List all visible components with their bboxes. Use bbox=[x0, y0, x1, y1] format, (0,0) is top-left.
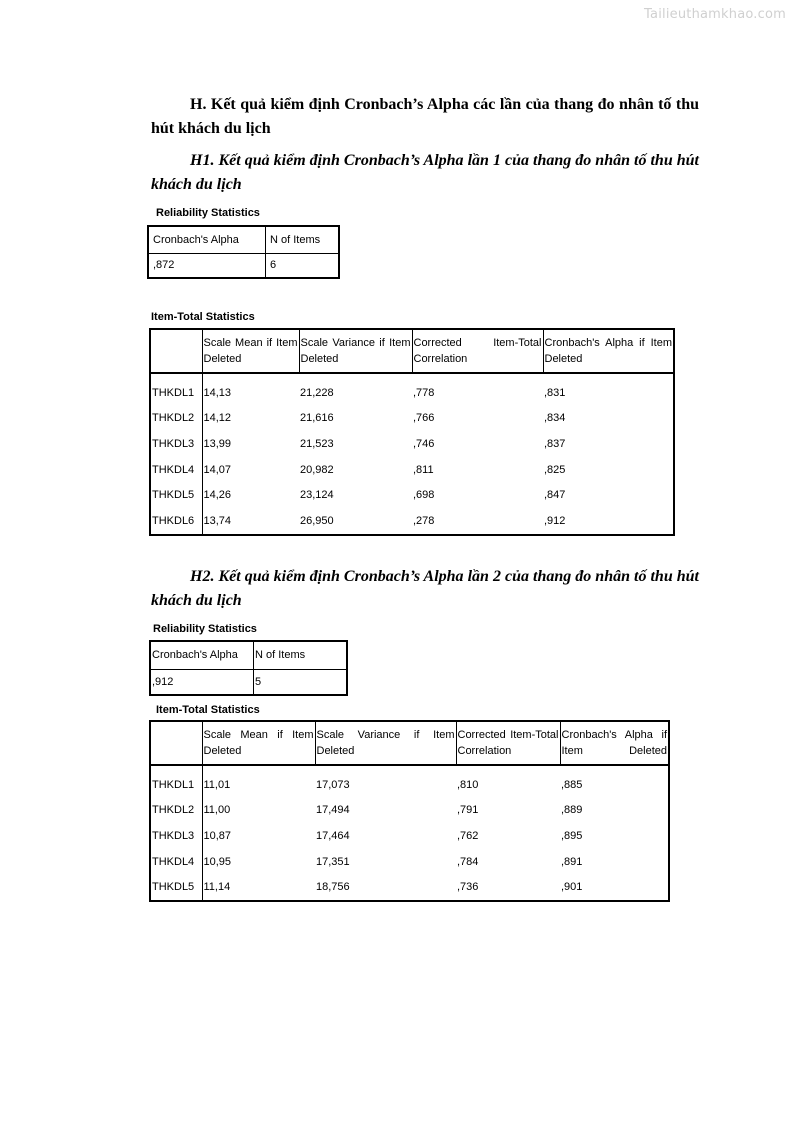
run1-cell-alpha-deleted: ,837 bbox=[544, 437, 566, 450]
run2-header-scale-variance: Scale Variance if Item Deleted bbox=[315, 721, 456, 765]
run2-cell-scale-mean: 11,00 bbox=[203, 804, 231, 817]
run2-cell-corrected-correlation: ,810 bbox=[457, 778, 479, 791]
run1-cell-item: THKDL4 bbox=[150, 457, 202, 483]
run1-cell-scale-mean: 14,13 bbox=[203, 386, 232, 399]
run2-cell-item: THKDL2 bbox=[150, 798, 202, 824]
run1-cell-scale-variance: 21,616 bbox=[300, 412, 334, 425]
run1-reliability-caption: Reliability Statistics bbox=[156, 207, 260, 219]
table-row bbox=[150, 482, 674, 508]
run2-rel-value-n: 5 bbox=[254, 669, 348, 695]
run2-cell-item: THKDL1 bbox=[150, 765, 202, 798]
run2-cell-item: THKDL3 bbox=[150, 823, 202, 849]
run1-cell-item: THKDL3 bbox=[150, 431, 202, 457]
run1-cell-alpha-deleted: ,912 bbox=[544, 514, 566, 527]
table-row bbox=[150, 874, 669, 901]
run1-cell-scale-variance: 23,124 bbox=[300, 489, 334, 502]
run1-header-corrected-correlation: Corrected Item-Total Correlation bbox=[412, 329, 543, 373]
run1-cell-scale-variance: 21,523 bbox=[300, 437, 334, 450]
watermark: Tailieuthamkhao.com bbox=[644, 7, 786, 22]
run1-cell-item: THKDL1 bbox=[150, 373, 202, 406]
run2-cell-alpha-deleted: ,885 bbox=[561, 778, 583, 791]
run2-cell-scale-mean: 10,95 bbox=[203, 855, 232, 868]
run1-cell-corrected-correlation: ,278 bbox=[413, 514, 435, 527]
run1-cell-scale-mean: 14,12 bbox=[203, 412, 232, 425]
run1-reliability-table bbox=[147, 225, 340, 279]
table-row bbox=[150, 431, 674, 457]
table-row bbox=[150, 823, 669, 849]
run1-cell-scale-variance: 26,950 bbox=[300, 514, 334, 527]
run1-cell-corrected-correlation: ,698 bbox=[413, 489, 435, 502]
run2-header-scale-mean: Scale Mean if Item Deleted bbox=[202, 721, 315, 765]
run2-cell-scale-variance: 17,073 bbox=[316, 778, 350, 791]
table-row bbox=[150, 406, 674, 432]
run2-cell-corrected-correlation: ,762 bbox=[457, 829, 479, 842]
run1-cell-corrected-correlation: ,766 bbox=[413, 412, 435, 425]
run2-cell-scale-variance: 17,464 bbox=[316, 829, 350, 842]
table-row bbox=[150, 508, 674, 535]
run2-cell-scale-mean: 11,01 bbox=[203, 778, 231, 791]
run1-cell-alpha-deleted: ,847 bbox=[544, 489, 566, 502]
run1-cell-corrected-correlation: ,811 bbox=[413, 463, 434, 476]
run2-cell-alpha-deleted: ,891 bbox=[561, 855, 583, 868]
run1-rel-value-alpha: ,872 bbox=[148, 253, 266, 278]
run1-cell-item: THKDL2 bbox=[150, 406, 202, 432]
run1-cell-scale-mean: 13,74 bbox=[203, 514, 232, 527]
run1-cell-alpha-deleted: ,825 bbox=[544, 463, 566, 476]
run1-header-scale-mean: Scale Mean if Item Deleted bbox=[202, 329, 299, 373]
table-row bbox=[150, 798, 669, 824]
run2-header-alpha-deleted: Cronbach's Alpha if Item Deleted bbox=[560, 721, 669, 765]
table-row bbox=[150, 457, 674, 483]
run2-reliability-caption: Reliability Statistics bbox=[153, 623, 257, 635]
table-row bbox=[150, 373, 674, 406]
run2-cell-corrected-correlation: ,784 bbox=[457, 855, 479, 868]
run2-cell-scale-mean: 11,14 bbox=[203, 881, 231, 894]
heading-h1: H1. Kết quả kiểm định Cronbach’s Alpha lần 1 của thang đo nhân tố thu hút khách du lịch bbox=[151, 152, 699, 193]
run2-itemtotal-caption: Item-Total Statistics bbox=[156, 704, 260, 716]
run2-cell-item: THKDL4 bbox=[150, 849, 202, 875]
run2-cell-scale-variance: 17,351 bbox=[316, 855, 350, 868]
run1-cell-scale-mean: 14,26 bbox=[203, 489, 232, 502]
run1-rel-header-n: N of Items bbox=[266, 226, 340, 253]
table-row bbox=[150, 849, 669, 875]
run1-cell-scale-mean: 14,07 bbox=[203, 463, 232, 476]
run1-rel-value-n: 6 bbox=[266, 253, 340, 278]
run2-cell-item: THKDL5 bbox=[150, 874, 202, 901]
heading-h2: H2. Kết quả kiểm định Cronbach’s Alpha lần 2 của thang đo nhân tố thu hút khách du lịch bbox=[151, 568, 699, 609]
run2-cell-scale-variance: 17,494 bbox=[316, 804, 350, 817]
run1-cell-alpha-deleted: ,834 bbox=[544, 412, 566, 425]
run2-cell-scale-variance: 18,756 bbox=[316, 881, 350, 894]
run1-cell-scale-variance: 20,982 bbox=[300, 463, 334, 476]
run2-cell-alpha-deleted: ,889 bbox=[561, 804, 583, 817]
run2-header-blank bbox=[150, 721, 202, 765]
run2-rel-value-alpha: ,912 bbox=[150, 669, 254, 695]
run2-cell-corrected-correlation: ,791 bbox=[457, 804, 479, 817]
run2-itemtotal-table bbox=[149, 720, 670, 902]
run2-reliability-table bbox=[149, 640, 348, 696]
run2-rel-header-alpha: Cronbach's Alpha bbox=[150, 641, 254, 669]
run1-rel-header-alpha: Cronbach's Alpha bbox=[148, 226, 266, 253]
run1-cell-alpha-deleted: ,831 bbox=[544, 386, 566, 399]
run1-header-scale-variance: Scale Variance if Item Deleted bbox=[299, 329, 412, 373]
run1-cell-scale-variance: 21,228 bbox=[300, 386, 334, 399]
run2-cell-corrected-correlation: ,736 bbox=[457, 881, 479, 894]
run1-header-blank bbox=[150, 329, 202, 373]
run2-rel-header-n: N of Items bbox=[254, 641, 348, 669]
run2-cell-scale-mean: 10,87 bbox=[203, 829, 232, 842]
run2-cell-alpha-deleted: ,895 bbox=[561, 829, 583, 842]
table-row bbox=[150, 765, 669, 798]
run1-cell-scale-mean: 13,99 bbox=[203, 437, 232, 450]
run1-itemtotal-table bbox=[149, 328, 675, 536]
run2-cell-alpha-deleted: ,901 bbox=[561, 881, 583, 894]
heading-h: H. Kết quả kiểm định Cronbach’s Alpha các lần của thang đo nhân tố thu hút khách du lịch bbox=[151, 96, 699, 137]
run1-cell-item: THKDL5 bbox=[150, 482, 202, 508]
run1-itemtotal-caption: Item-Total Statistics bbox=[151, 311, 255, 323]
run1-cell-item: THKDL6 bbox=[150, 508, 202, 535]
run1-cell-corrected-correlation: ,778 bbox=[413, 386, 435, 399]
run2-header-corrected-correlation: Corrected Item-Total Correlation bbox=[456, 721, 560, 765]
run1-cell-corrected-correlation: ,746 bbox=[413, 437, 435, 450]
run1-header-alpha-deleted: Cronbach's Alpha if Item Deleted bbox=[543, 329, 674, 373]
